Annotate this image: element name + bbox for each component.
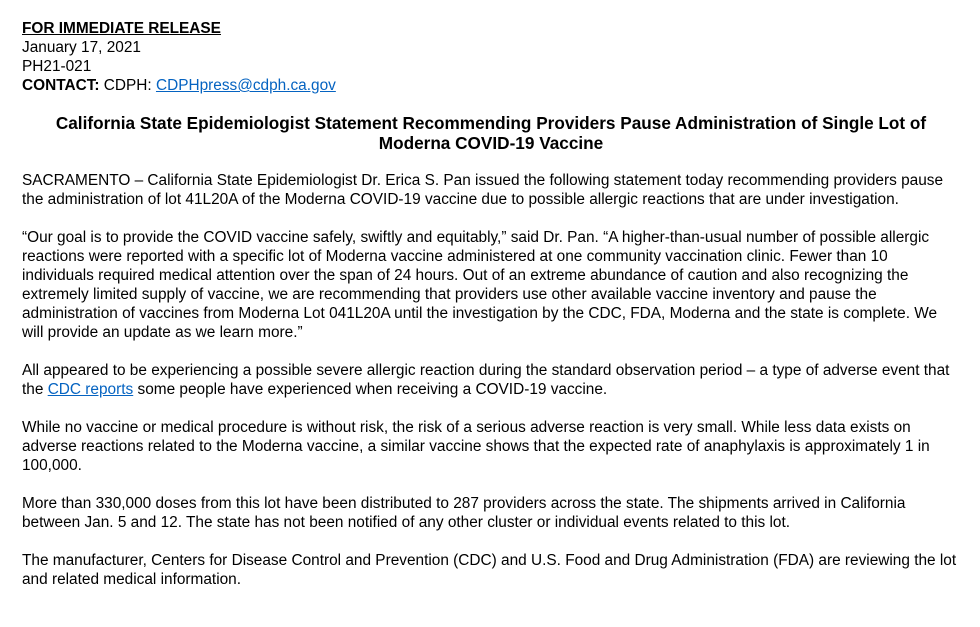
release-label-line [22, 19, 960, 38]
contact-email-link[interactable]: CDPHpress@cdph.ca.gov [155, 77, 336, 94]
contact-org: CDPH: [103, 77, 152, 94]
release-id: PH21-021 [22, 58, 92, 75]
paragraph-adverse-event-text-before: All appeared to be experiencing a possible severe allergic reaction during the standard observation period – a type of adverse event that the [22, 362, 950, 398]
paragraph-adverse-event [22, 361, 960, 399]
cdc-reports-link[interactable]: CDC reports [47, 381, 134, 398]
contact-label: CONTACT: [22, 77, 100, 94]
paragraph-distribution: More than 330,000 doses from this lot have been distributed to 287 providers across the state. The shipments arrived in California between Jan. 5 and 12. The state has not been notified of any other cluster or individual events related to this lot. [22, 495, 906, 531]
paragraph-adverse-event-text-after: some people have experienced when receiving a COVID-19 vaccine. [137, 381, 608, 398]
release-label: FOR IMMEDIATE RELEASE [22, 20, 221, 37]
contact-line [22, 76, 960, 95]
paragraph-quote: “Our goal is to provide the COVID vaccine safely, swiftly and equitably,” said Dr. Pan. “A higher-than-usual number of possible allergic reactions were reported with a specific lot of Moderna vaccine administered at one community vaccination clinic. Fewer than 10 individuals required medical attention over the span of 24 hours. Out of an extreme abundance of caution and also recognizing the extremely limited supply of vaccine, we are recommending that providers use other available vaccine inventory and pause the administration of vaccines from Moderna Lot 041L20A until the investigation by the CDC, FDA, Moderna and the state is complete. We will provide an update as we learn more.” [22, 229, 938, 341]
paragraph-risk: While no vaccine or medical procedure is without risk, the risk of a serious adverse reaction is very small. While less data exists on adverse reactions related to the Moderna vaccine, a similar vaccine shows that the expected rate of anaphylaxis is approximately 1 in 100,000. [22, 419, 930, 474]
page-title: California State Epidemiologist Statement Recommending Providers Pause Administration of Single Lot of Moderna COVID-19 Vaccine [55, 113, 927, 153]
paragraph-review: The manufacturer, Centers for Disease Control and Prevention (CDC) and U.S. Food and Drug Administration (FDA) are reviewing the lot and related medical information. [22, 552, 957, 588]
paragraph-intro: SACRAMENTO – California State Epidemiologist Dr. Erica S. Pan issued the following statement today recommending providers pause the administration of lot 41L20A of the Moderna COVID-19 vaccine due to possible allergic reactions that are under investigation. [22, 172, 944, 208]
release-date: January 17, 2021 [22, 39, 141, 56]
